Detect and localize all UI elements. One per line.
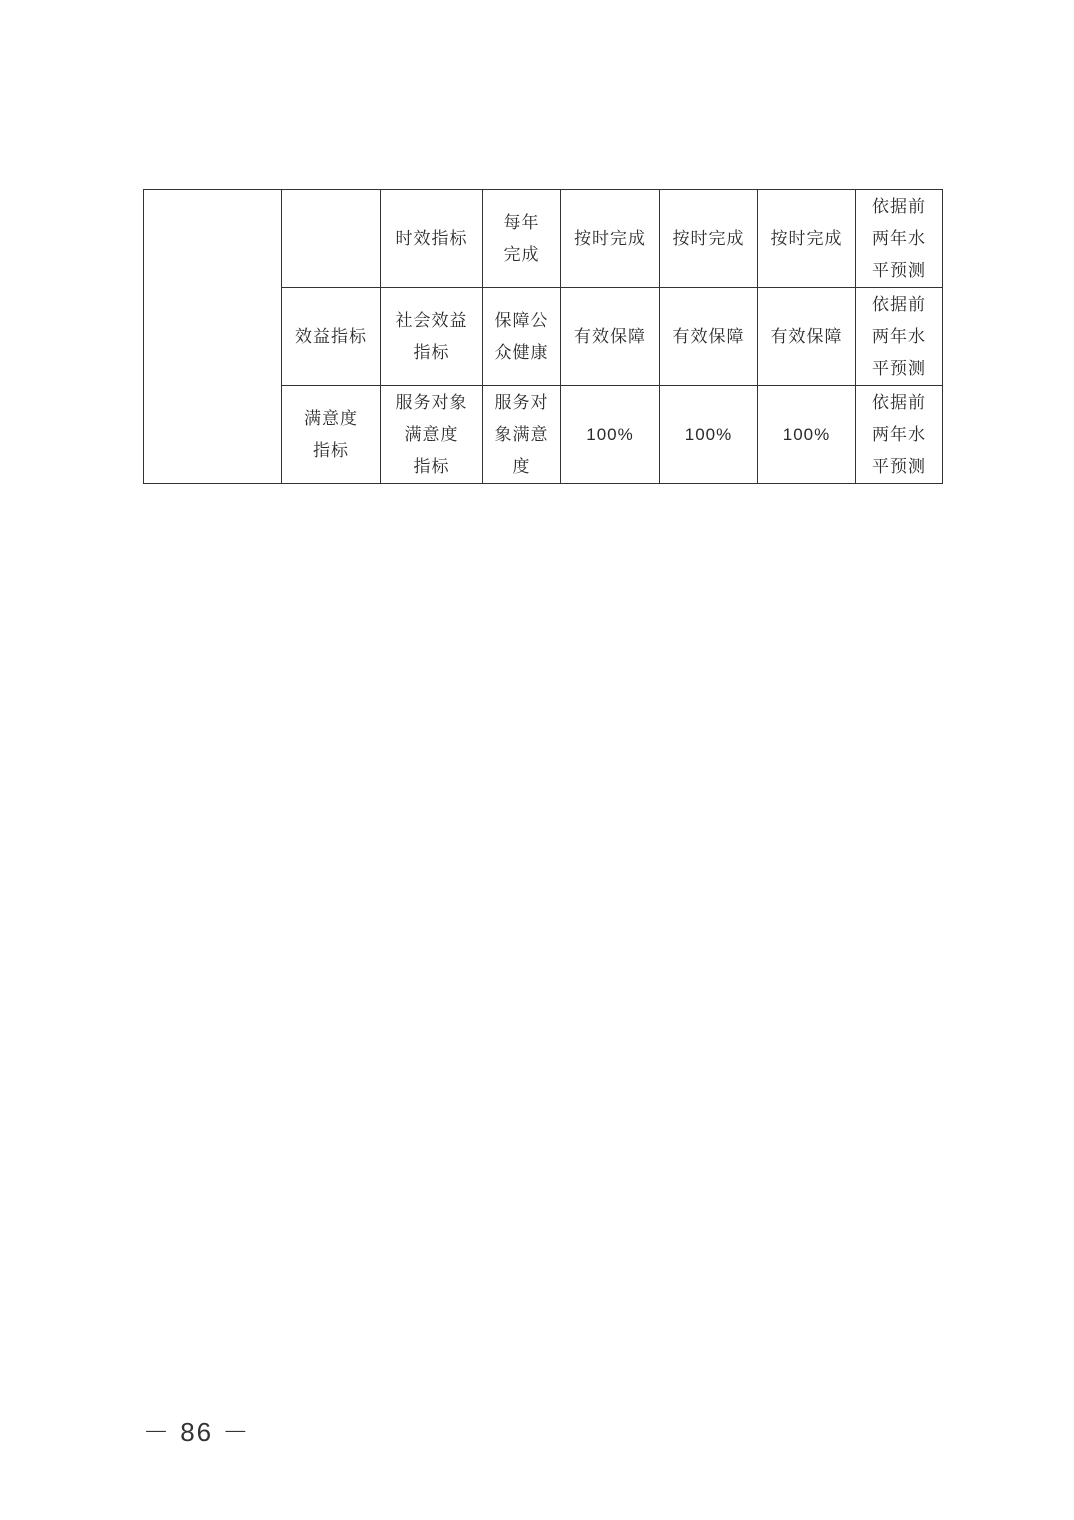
table-cell-level1 <box>282 190 381 288</box>
table-cell-value-b: 有效保障 <box>660 288 758 386</box>
table-cell-value-c: 按时完成 <box>758 190 856 288</box>
table-cell-level1: 效益指标 <box>282 288 381 386</box>
table-cell-indicator: 每年 完成 <box>483 190 561 288</box>
table-cell-value-a: 100% <box>561 386 660 484</box>
table-cell-basis: 依据前 两年水 平预测 <box>856 190 943 288</box>
table-cell-value-b: 按时完成 <box>660 190 758 288</box>
table-cell-level2: 社会效益 指标 <box>381 288 483 386</box>
table-row <box>144 190 943 288</box>
table-cell-value-c: 100% <box>758 386 856 484</box>
page-number: － 86 － <box>143 1417 251 1447</box>
table-cell-value-a: 按时完成 <box>561 190 660 288</box>
table-cell-category <box>144 190 282 484</box>
table-cell-level2: 服务对象 满意度 指标 <box>381 386 483 484</box>
table-cell-value-b: 100% <box>660 386 758 484</box>
table-cell-value-a: 有效保障 <box>561 288 660 386</box>
table-cell-indicator: 保障公 众健康 <box>483 288 561 386</box>
table-cell-level2: 时效指标 <box>381 190 483 288</box>
performance-indicator-table <box>143 189 943 484</box>
table-cell-basis: 依据前 两年水 平预测 <box>856 386 943 484</box>
table-cell-indicator: 服务对 象满意 度 <box>483 386 561 484</box>
table-cell-level1: 满意度 指标 <box>282 386 381 484</box>
table-cell-basis: 依据前 两年水 平预测 <box>856 288 943 386</box>
table-cell-value-c: 有效保障 <box>758 288 856 386</box>
